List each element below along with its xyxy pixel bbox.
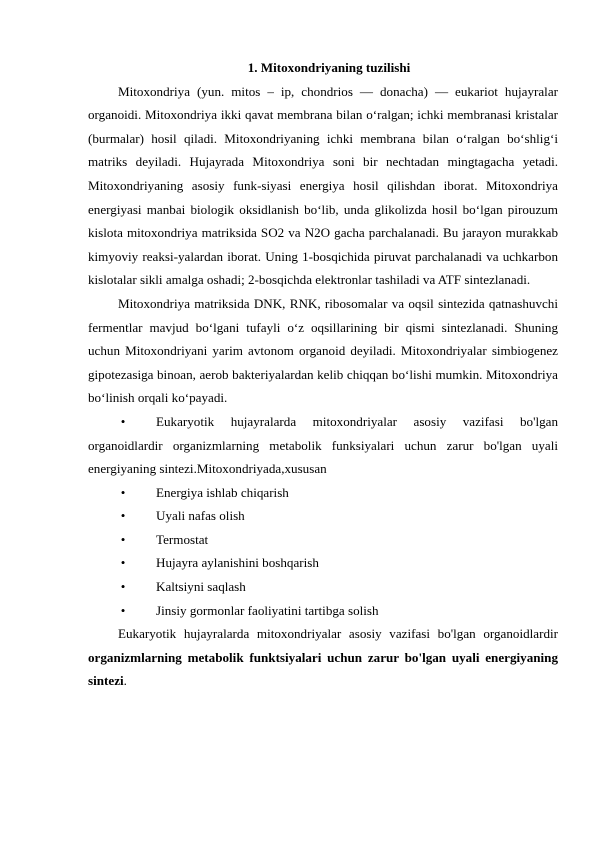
bullet-icon: • [120,579,126,595]
list-item [88,575,558,599]
bullet-icon: • [120,531,126,547]
section-title: 1. Mitoxondriyaning tuzilishi [247,60,411,75]
list-item-text: Energiya ishlab chiqarish [156,484,289,500]
list-item [88,481,558,505]
list-item-text: Hujayra aylanishini boshqarish [156,555,319,571]
list-item-text: Eukaryotik hujayralarda mitoxondriyalar asosiy vazifasi bo'lgan organoidlardir organizmlarning metabolik funksiyalari uchun zarur bo'lgan uyali energiyaning sintezi.Mitoxondriyada,xususan [88,413,558,477]
list-item [88,504,558,528]
conclusion-text: Eukaryotik hujayralarda mitoxondriyalar asosiy vazifasi bo'lgan organoidlardir [118,626,558,642]
bullet-icon: • [120,413,126,429]
document-body [88,56,558,693]
list-item [88,528,558,552]
bullet-icon: • [120,555,126,571]
list-item-text: Kaltsiyni saqlash [156,579,246,595]
paragraph-structure: Mitoxondriya (yun. mitos – ip, chondrios — donacha) — eukariot hujayralar organoidi. Mitoxondriya ikki qavat membrana bilan o‘ralgan; ichki membranasi kristalar (burmalar) hosil qiladi. Mitoxondriyaning ichki membrana bilan o‘ralgan bo‘shlig‘i matriks deyiladi. Hujayrada Mitoxondriya soni bir nechtadan mingtagacha yetadi. Mitoxondriyaning asosiy funk-siyasi energiya hosil qilishdan iborat. Mitoxondriya energiyasi manbai biologik oksidlanish bo‘lib, unda glikolizda hosil bo‘lgan pirouzum kislota mitoxondriya matriksida SO2 va N2O gacha parchalanadi. Bu jarayon murakkab kimyoviy reaksi-yalardan iborat. Uning 1-bosqichida piruvat parchalanadi va uchkarbon kislotalar sikli amalga oshadi; 2-bosqichda elektronlar tashiladi va ATF sintezlanadi. [88,83,558,288]
bullet-icon: • [120,508,126,524]
list-item-text: Termostat [156,531,209,547]
bullet-icon: • [120,484,126,500]
list-item-text: Uyali nafas olish [156,508,245,524]
conclusion-end: . [123,673,127,689]
list-item-text: Jinsiy gormonlar faoliyatini tartibga solish [156,602,379,618]
list-item [88,599,558,623]
paragraph-matrix: Mitoxondriya matriksida DNK, RNK, ribosomalar va oqsil sintezida qatnashuvchi fermentlar mavjud bo‘lgani tufayli o‘z oqsillarining bir qismi sintezlanadi. Shuning uchun Mitoxondriyani yarim avtonom organoid deyiladi. Mitoxondriyalar simbiogenez gipotezasiga binoan, aerob bakteriyalardan kelib chiqqan bo‘lishi mumkin. Mitoxondriya bo‘linish orqali ko‘payadi. [88,295,558,406]
list-item [88,551,558,575]
function-list [88,410,558,622]
conclusion-bold-text: organizmlarning metabolik funktsiyalari uchun zarur bo'lgan uyali energiyaning sintezi [88,649,558,689]
list-item-intro [88,410,558,481]
bullet-icon: • [120,602,126,618]
paragraph-conclusion [88,622,558,693]
